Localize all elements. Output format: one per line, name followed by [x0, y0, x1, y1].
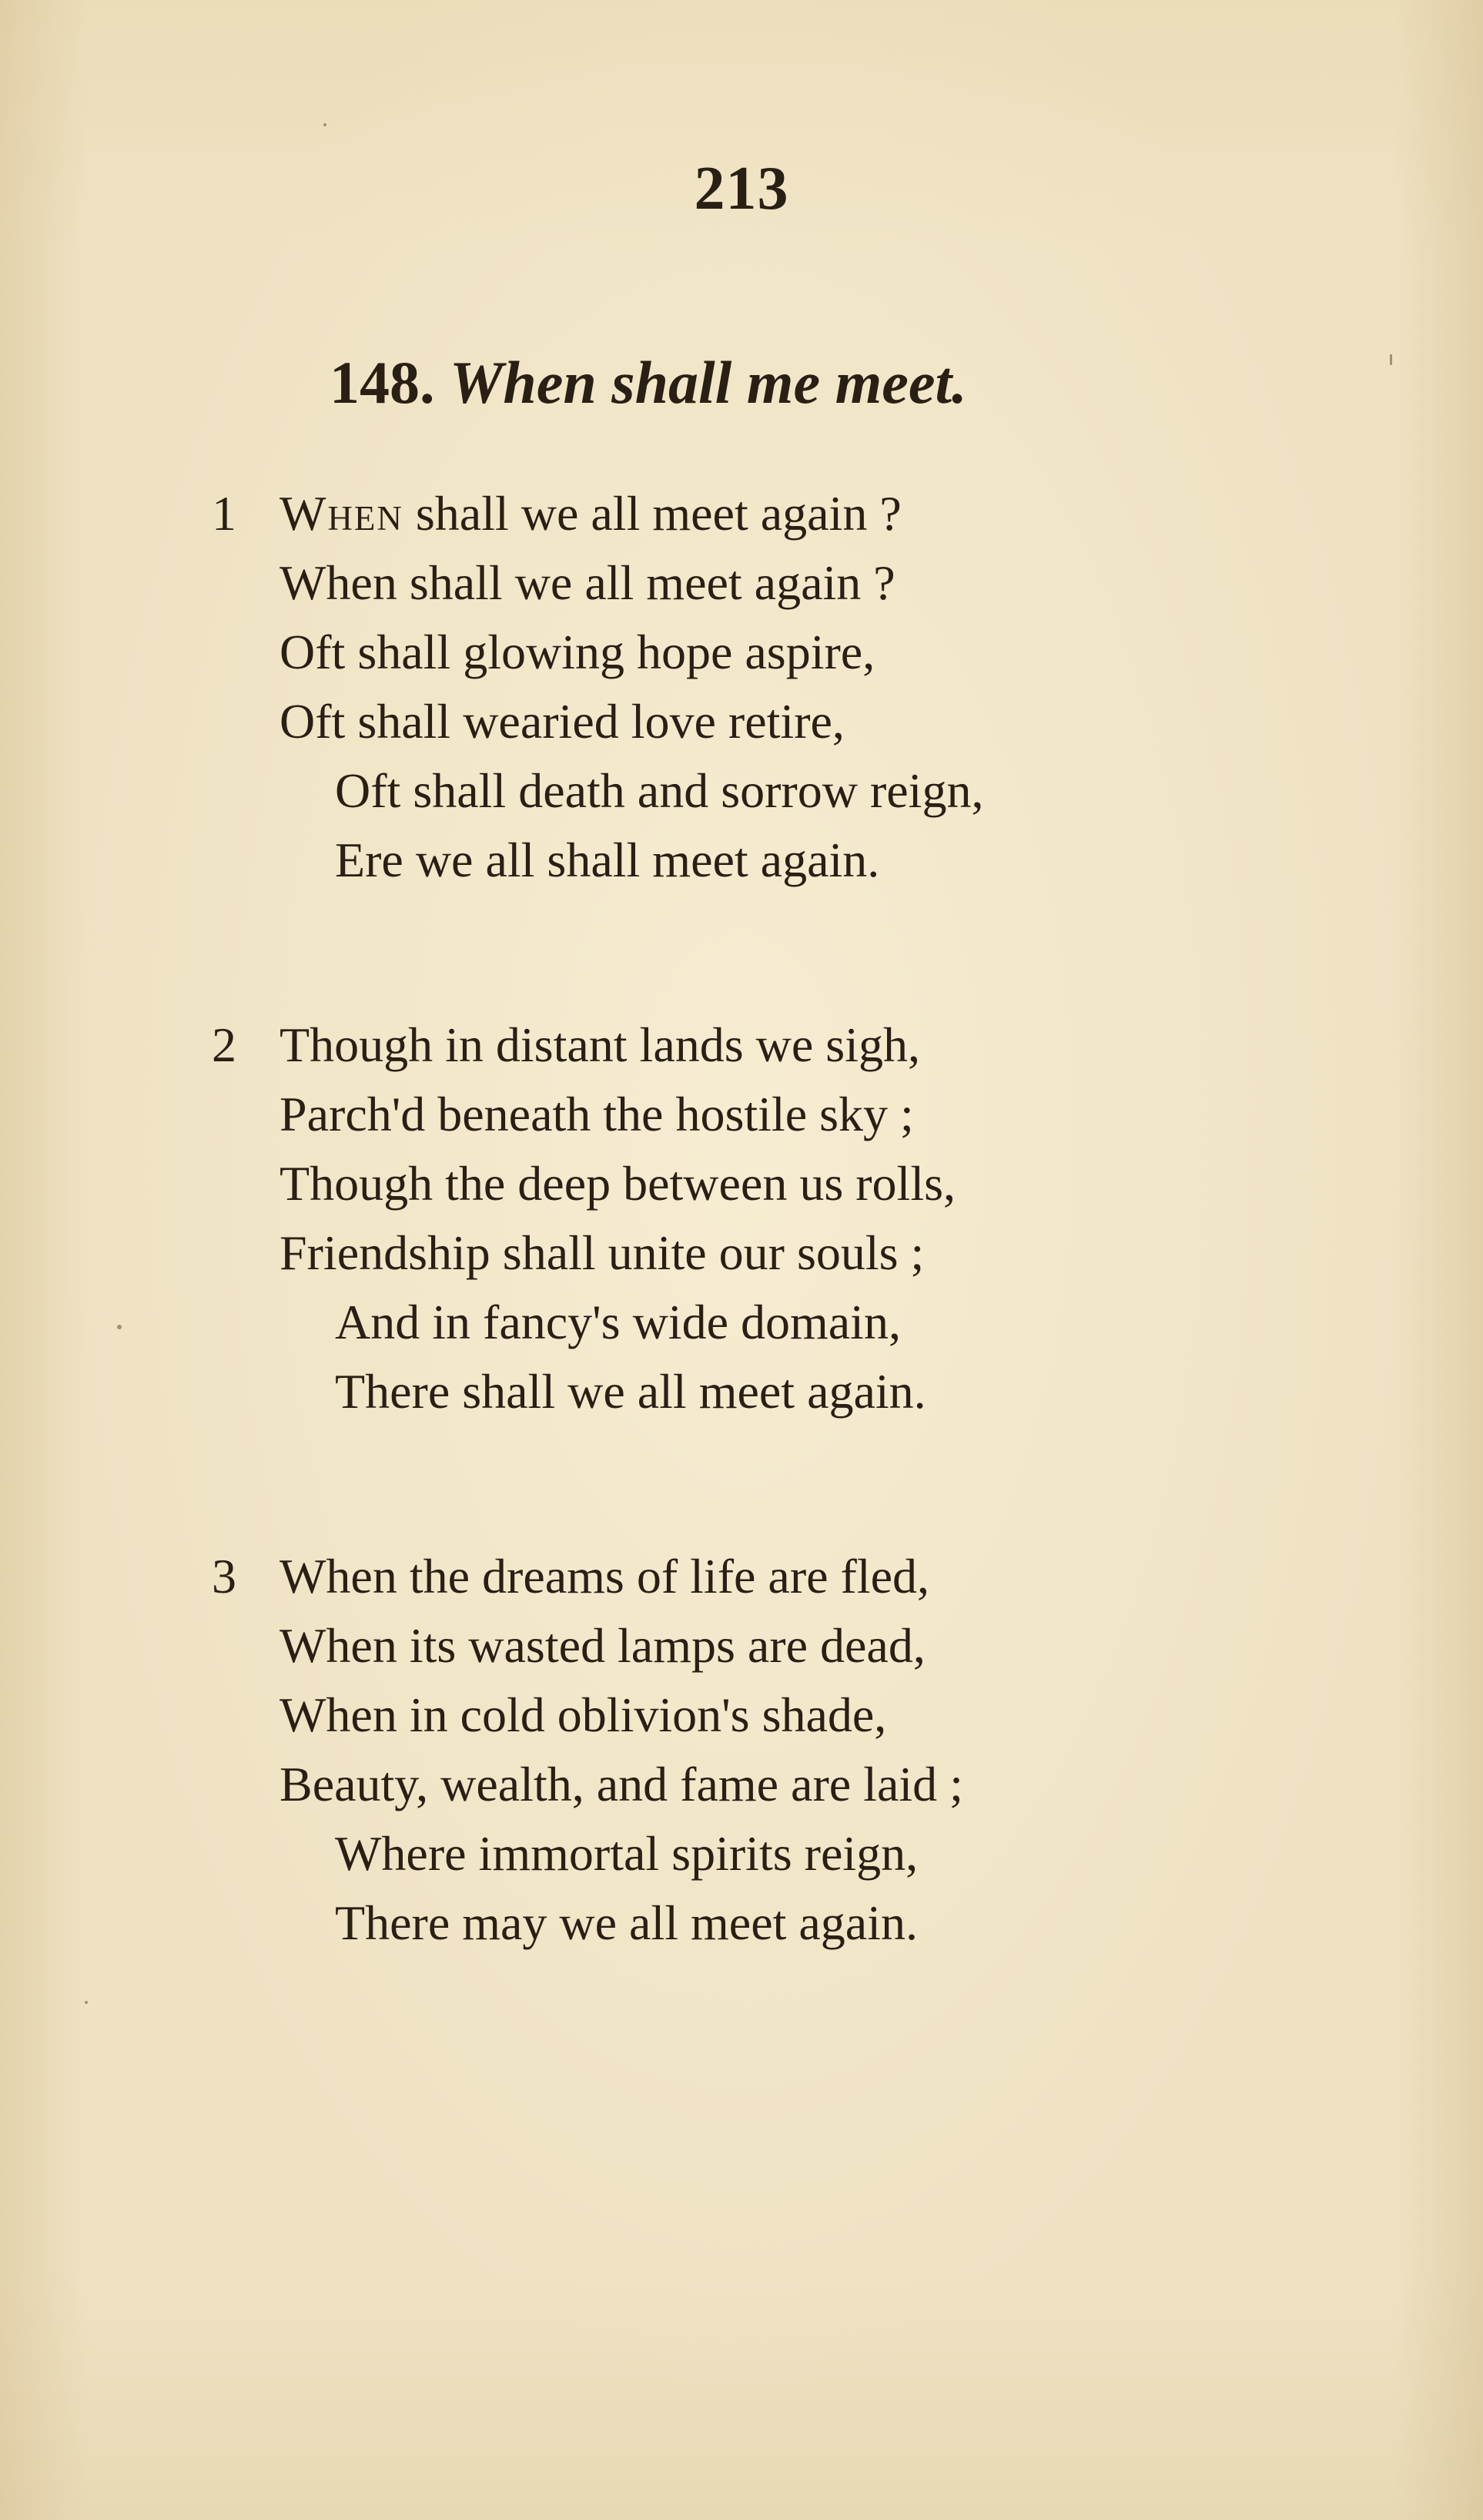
- verse-line-text: Oft shall death and sorrow reign,: [335, 763, 984, 818]
- verse-line: [212, 756, 1290, 826]
- paper-speck: [323, 123, 326, 126]
- verse-line: [212, 687, 1290, 756]
- verse-line: [212, 1681, 1290, 1750]
- verse-line: [212, 1819, 1290, 1888]
- stanza-number: 3: [212, 1549, 236, 1603]
- verse-line-text: Friendship shall unite our souls ;: [280, 1225, 925, 1280]
- verse-line: [212, 1149, 1290, 1218]
- verse-line-text: There may we all meet again.: [335, 1895, 918, 1950]
- verse-line-text: And in fancy's wide domain,: [335, 1295, 901, 1349]
- verse-line-text: Beauty, wealth, and fame are laid ;: [280, 1757, 963, 1811]
- verse-line-text: When the dreams of life are fled,: [280, 1549, 930, 1603]
- verse-line-text: Oft shall wearied love retire,: [280, 694, 845, 749]
- verse-line: [212, 618, 1290, 687]
- verse-line-text: Though the deep between us rolls,: [280, 1156, 956, 1211]
- paper-speck: [117, 1325, 122, 1329]
- verse-line-text: There shall we all meet again.: [335, 1364, 926, 1419]
- stanza: [212, 479, 1290, 895]
- verse-line-text: shall we all meet again ?: [403, 486, 902, 541]
- verse-line: [212, 1288, 1290, 1357]
- verse-line: [212, 1542, 1290, 1611]
- verse-line: [212, 548, 1290, 618]
- verse-line-text: Though in distant lands we sigh,: [280, 1017, 920, 1072]
- verse-line: [212, 1888, 1290, 1958]
- hymn-title: [330, 348, 967, 417]
- verse-line: [212, 479, 1290, 548]
- hymn-number: 148.: [330, 349, 435, 416]
- hymn-title-text: When shall me meet.: [450, 349, 967, 416]
- verse-line-text: Where immortal spirits reign,: [335, 1826, 919, 1881]
- verse-line-text: When its wasted lamps are dead,: [280, 1618, 926, 1673]
- paper-speck: [1390, 354, 1392, 365]
- verse-line-text: Ere we all shall meet again.: [335, 833, 880, 887]
- verse-line: [212, 1080, 1290, 1149]
- verse-line-lead-word: When: [280, 486, 403, 541]
- stanza-number: 2: [212, 1017, 236, 1072]
- page-number: 213: [694, 155, 789, 223]
- verse-line: [212, 1010, 1290, 1080]
- stanza: [212, 1010, 1290, 1426]
- verse-line-text: Oft shall glowing hope aspire,: [280, 625, 875, 679]
- verse-line: [212, 1218, 1290, 1288]
- verse-line: [212, 1611, 1290, 1681]
- verse-line-text: Parch'd beneath the hostile sky ;: [280, 1087, 914, 1141]
- verse-line-text: When shall we all meet again ?: [280, 555, 895, 610]
- verse-line: [212, 826, 1290, 895]
- verse-line: [212, 1357, 1290, 1426]
- paper-speck: [85, 2001, 88, 2004]
- verse-line-text: When in cold oblivion's shade,: [280, 1687, 887, 1742]
- verse-line: [212, 1750, 1290, 1819]
- stanza-number: 1: [212, 486, 236, 541]
- stanza: [212, 1542, 1290, 1958]
